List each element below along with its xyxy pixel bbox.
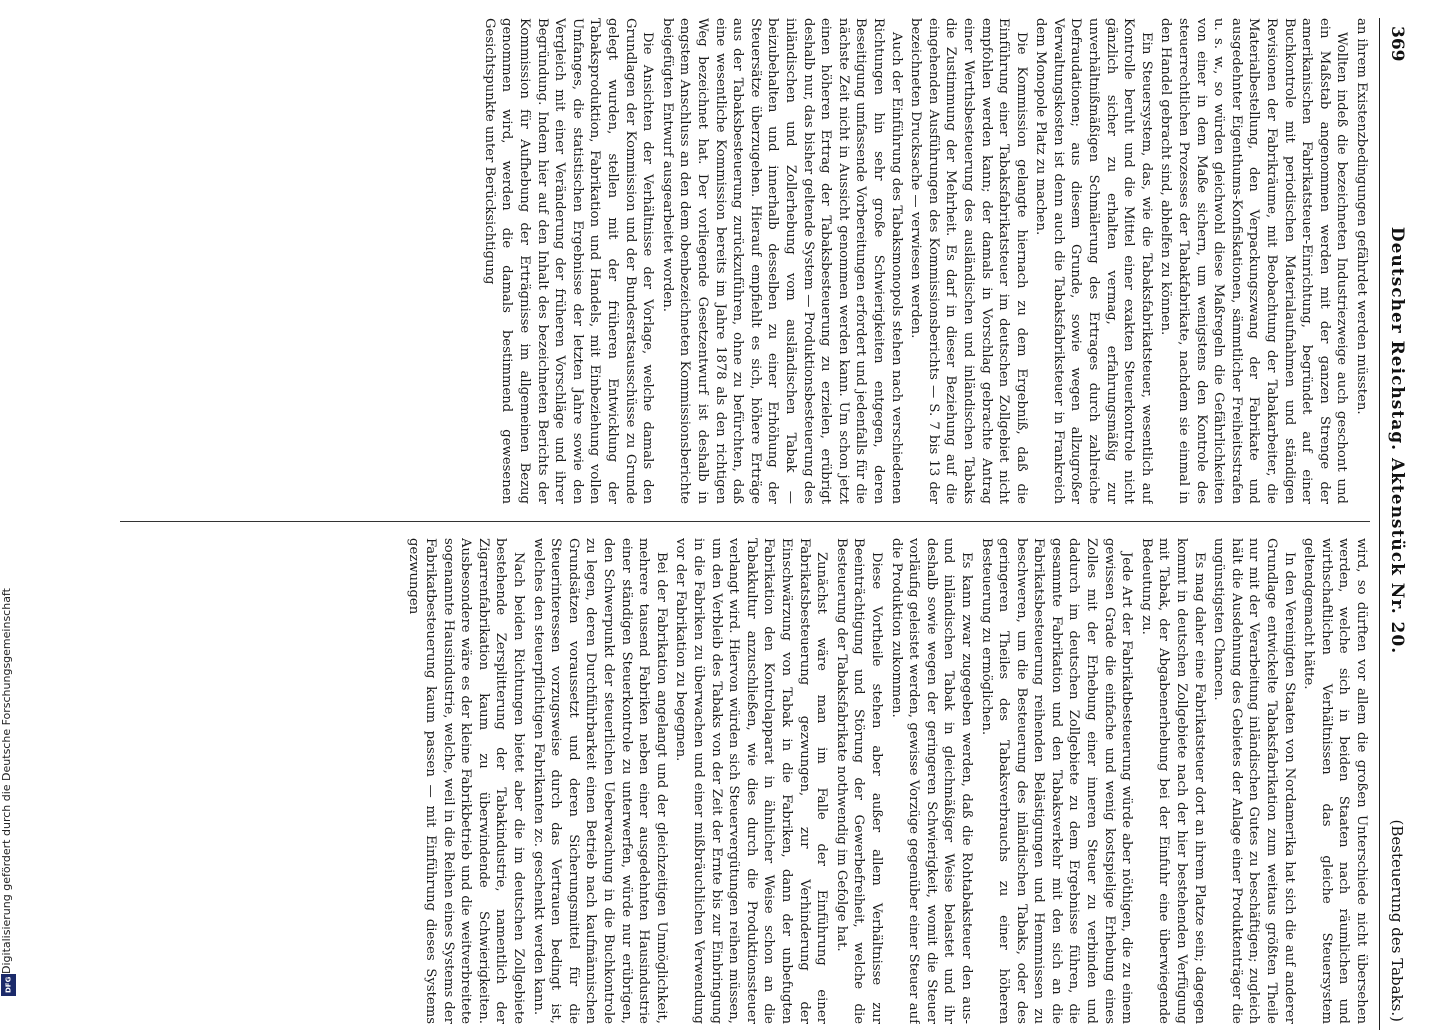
paragraph: Nach beiden Richtungen bietet aber die im deutschen Zollgebiete bestehende Zersplitterung der Tabakindustrie, namentlich der Zigarrenfabrikation kaum zu überwindende Schwierigkeiten. Ausbesondere wäre es der kleine Fabrikbetrieb und die weitverbreitete sogenannte Hausindustrie, welche, weil in die Reihen eines Systems der Fabrikatbesteuerung kaum passen — mit Einführung dieses Systems gezwungen [405, 538, 527, 1024]
paragraph: Es mag daher eine Fabrikatsteuer dort an ihrem Platze sein; dagegen kommt in deutschen Zollgebiete nach der hier bestehenden Verfügung mit Tabak, der Abgabenerhebung bei der Einfuhr eine überwiegende Bedeutung zu. [1138, 538, 1207, 1024]
column-divider [120, 521, 1370, 522]
left-margin [0, 0, 18, 1000]
scanned-page [112, 18, 1414, 1030]
paragraph: Zunächst wäre man im Falle der Einführung einer Fabrikatsbesteuerung gezwungen, zur Verhinderung der Einschwärzung von Tabak in die Fabriken, dann der unbefugten Fabrikation den Kontrolapparat in ähnlicher Weise schon an die Tabakkultur anzuschließen, wie dies durch die Produktionssteuer verlangt wird. Hiervon würden sich Steuervergütungen reihen müssen, um den Verbleib des Tabaks von der Zeit der Ernte bis zur Einbringung in die Fabriken zu überwachen und einer mißbräuchlichen Verwendung vor der Fabrikation zu begegnen. [673, 538, 830, 1024]
page-header [1379, 18, 1414, 1030]
right-column [120, 538, 1370, 1024]
paragraph: Bei der Fabrikation angelangt und der gleichzeitigen Unmöglichkeit, mehrere tausend Fabriken neben einer ausgedehnten Hausindustrie einer ständigen Steuerkontrole zu unterwerfen, würde nur erübrigen, den Schwerpunkt der steuerlichen Ueberwachung in die Buchkontrole zu legen, deren Durchführbarkeit einen Betrieb nach kaufmännischen Grundsätzen voraussetzt und deren Sicherungsmittel für die Steuerinteressen vorzugsweise durch das Vertrauen bedingt ist, welches den steuerpflichtigen Fabrikanten zc. geschenkt werden kann. [530, 538, 669, 1024]
paragraph: Jede Art der Fabrikatbesteuerung würde aber nöthigen, die zu einem gewissen Grade die einfache und wenig kostspielige Erhebung eines Zolles mit der Erhebung einer inneren Steuer zu verbinden und dadurch im deutschen Zollgebiete zu dem Ergebnisse führen, die gesammte Fabrikation und den Tabaksverkehr mit den sich an die Fabrikatsbesteuerung reihenden Belästigungen und Hemmnissen zu beschweren, um die Besteuerung des inländischen Tabaks, oder des geringeren Theiles des Tabaksverbrauchs zu einer höheren Besteuerung zu ermöglichen. [978, 538, 1135, 1024]
header-subtitle: (Besteuerung des Tabaks.) [1388, 819, 1406, 1022]
paragraph: Auch der Einführung des Tabaksmonopols stehen nach verschiedenen Richtungen hin sehr große Schwierigkeiten entgegen, deren Beseitigung umfassende Vorbereitungen erfordert und jedenfalls für die nächste Zeit nicht in Aussicht genommen werden kann. Um schon jetzt einen höheren Ertrag der Tabaksbesteuerung zu erzielen, erübrigt deshalb nur, das bisher geltende System — Produktionsbesteuerung des inländischen und Zollerhebung vom ausländischen Tabak — beizubehalten und innerhalb desselben zu einer Erhöhung der Steuersätze überzugehen. Hierauf empfiehlt es sich, höhere Erträge aus der Tabaksbesteuerung zurückzuführen, ohne zu befürchten, daß eine wesentliche Kommission bereits im Jahre 1878 als den richtigen Weg bezeichnet hat. Der vorliegende Gesetzentwurf ist deshalb in engstem Anschluss an den dem obenbezeichneten Kommissionsberichte beigefügten Entwurf ausgearbeitet worden. [659, 18, 904, 504]
left-column [120, 18, 1370, 504]
paragraph: an ihrem Existenzbedingungen gefährdet werden müssten. [1354, 18, 1369, 415]
paragraph: Ein Steuersystem, das, wie die Tabaksfabrikatsteuer, wesentlich auf Kontrolle beruht und die Mittel einer exakten Steuerkontrole nicht gänzlich sicher zu erhalten vermag, erfahrungsmäßig zur unverhältnißmäßigen Schmälerung des Ertrages durch zahlreiche Defraudationen; aus diesem Grunde, sowie wegen allzugroßer Verwaltungskosten ist denn auch die Tabaksfabriksteuer in Frankreich dem Monopole Platz zu machen. [1033, 18, 1154, 504]
paragraph: Wollten indeß die bezeichneten Industriezweige auch geschont und ein Maßstab angenommen werden mit der ganzen Strenge der amerikanischen Fabrikatsteuer-Einrichtung, begründet auf einer Buchkontrole mit periodischen Materialaufnahmen und ständigen Revisionen der Fabrikräume, mit Beobachtung der Tabakarbeiter, die Materialbestellung, den Verpackungszwang der Fabrikate und ausgedehnter Eigenthums-Konfiskationen, sämmtlicher Freiheitsstrafen u. s. w., so würden gleichwohl diese Maßregeln die Gefährlichkeiten von einer in dem Maße sichern, um wenigstens den Kontrole des steuerrechtlichen Prozesses der Tabakfabrikate, nachdem sie einmal in den Handel gebracht sind, abhelfen zu können. [1158, 18, 1350, 504]
paragraph: Es kann zwar zugegeben werden, daß die Rohtabaksteuer den aus- und inländischen Tabak in gleichmäßiger Weise belastet und ihr deshalb sowie wegen der geringeren Schwierigkeit, womit die Steuer vorläufig geleistet werden, gewisse Vorzüge gegenüber einer Steuer auf die Produktion zukommen. [888, 538, 974, 1024]
page-sheet [112, 18, 1414, 1030]
page-number: 369 [1387, 26, 1407, 62]
header-title: Deutscher Reichstag. Aktenstück Nr. 20. [1387, 226, 1407, 655]
digitization-note: Digitalisierung gefördert durch die Deutsche Forschungsgemeinschaft [0, 588, 13, 974]
paragraph: Die Ansichten der Verhältnisse der Vorlage, welche damals den Grundlagen der Kommission und der Bundesratsausschüsse zu Grunde gelegt wurden, stellen mit der früheren Entwicklung der Tabaksproduktion, Fabrikation und Handels, mit Einbeziehung vollen Umfanges, die statistischen Ergebnisse der letzten Jahre sowie den Vergleich mit einer Veränderung der früheren Vorschläge und ihrer Begründung. Indem hier auf den Inhalt des bezeichneten Berichts der Kommission für Aufhebung der Erträgnisse im allgemeinen Bezug genommen wird, werden die damals bestimmend gewesenen Gesichtspunkte unter Berücksichtigung [481, 18, 656, 504]
dfg-logo-icon: DFG [1, 974, 16, 996]
paragraph: Diese Vortheile stehen aber außer allem Verhältnisse zur Beeinträchtigung und Störung der Gewerbefreiheit, welche die Besteuerung der Tabaksfabrikate nothwendig im Gefolge hat. [833, 538, 884, 1024]
paragraph: In den Vereinigten Staaten von Nordamerika hat sich die auf anderer Grundlage entwickelte Tabaksfabrikation zum weitaus größten Theile nur mit der Verarbeitung inländischen Gutes zu beschäftigen; zugleich hält die Ausdehnung des Gebietes der Anlage einer Produktenträger die ungünstigsten Chancen. [1211, 538, 1297, 1024]
paragraph: Die Kommission gelangte hiernach zu dem Ergebniß, daß die Einführung einer Tabaksfabrikatsteuer im deutschen Zollgebiet nicht empfohlen werden kann; der damals in Vorschlag gebrachte Antrag einer Werthsbesteuerung des ausländischen und inländischen Tabaks die Zustimmung der Mehrheit. Es darf in dieser Beziehung auf die eingehenden Ausführungen des Kommissionsberichts — S. 7 bis 13 der bezeichneten Drucksache — verwiesen werden. [908, 18, 1029, 504]
paragraph: wird, so dürften vor allem die großen Unterschiede nicht übersehen werden, welche sich in beiden Staaten nach räumlichen und wirthschaftlichen Verhältnissen das gleiche Steuersystem geltendgemacht hätte. [1301, 538, 1369, 1024]
